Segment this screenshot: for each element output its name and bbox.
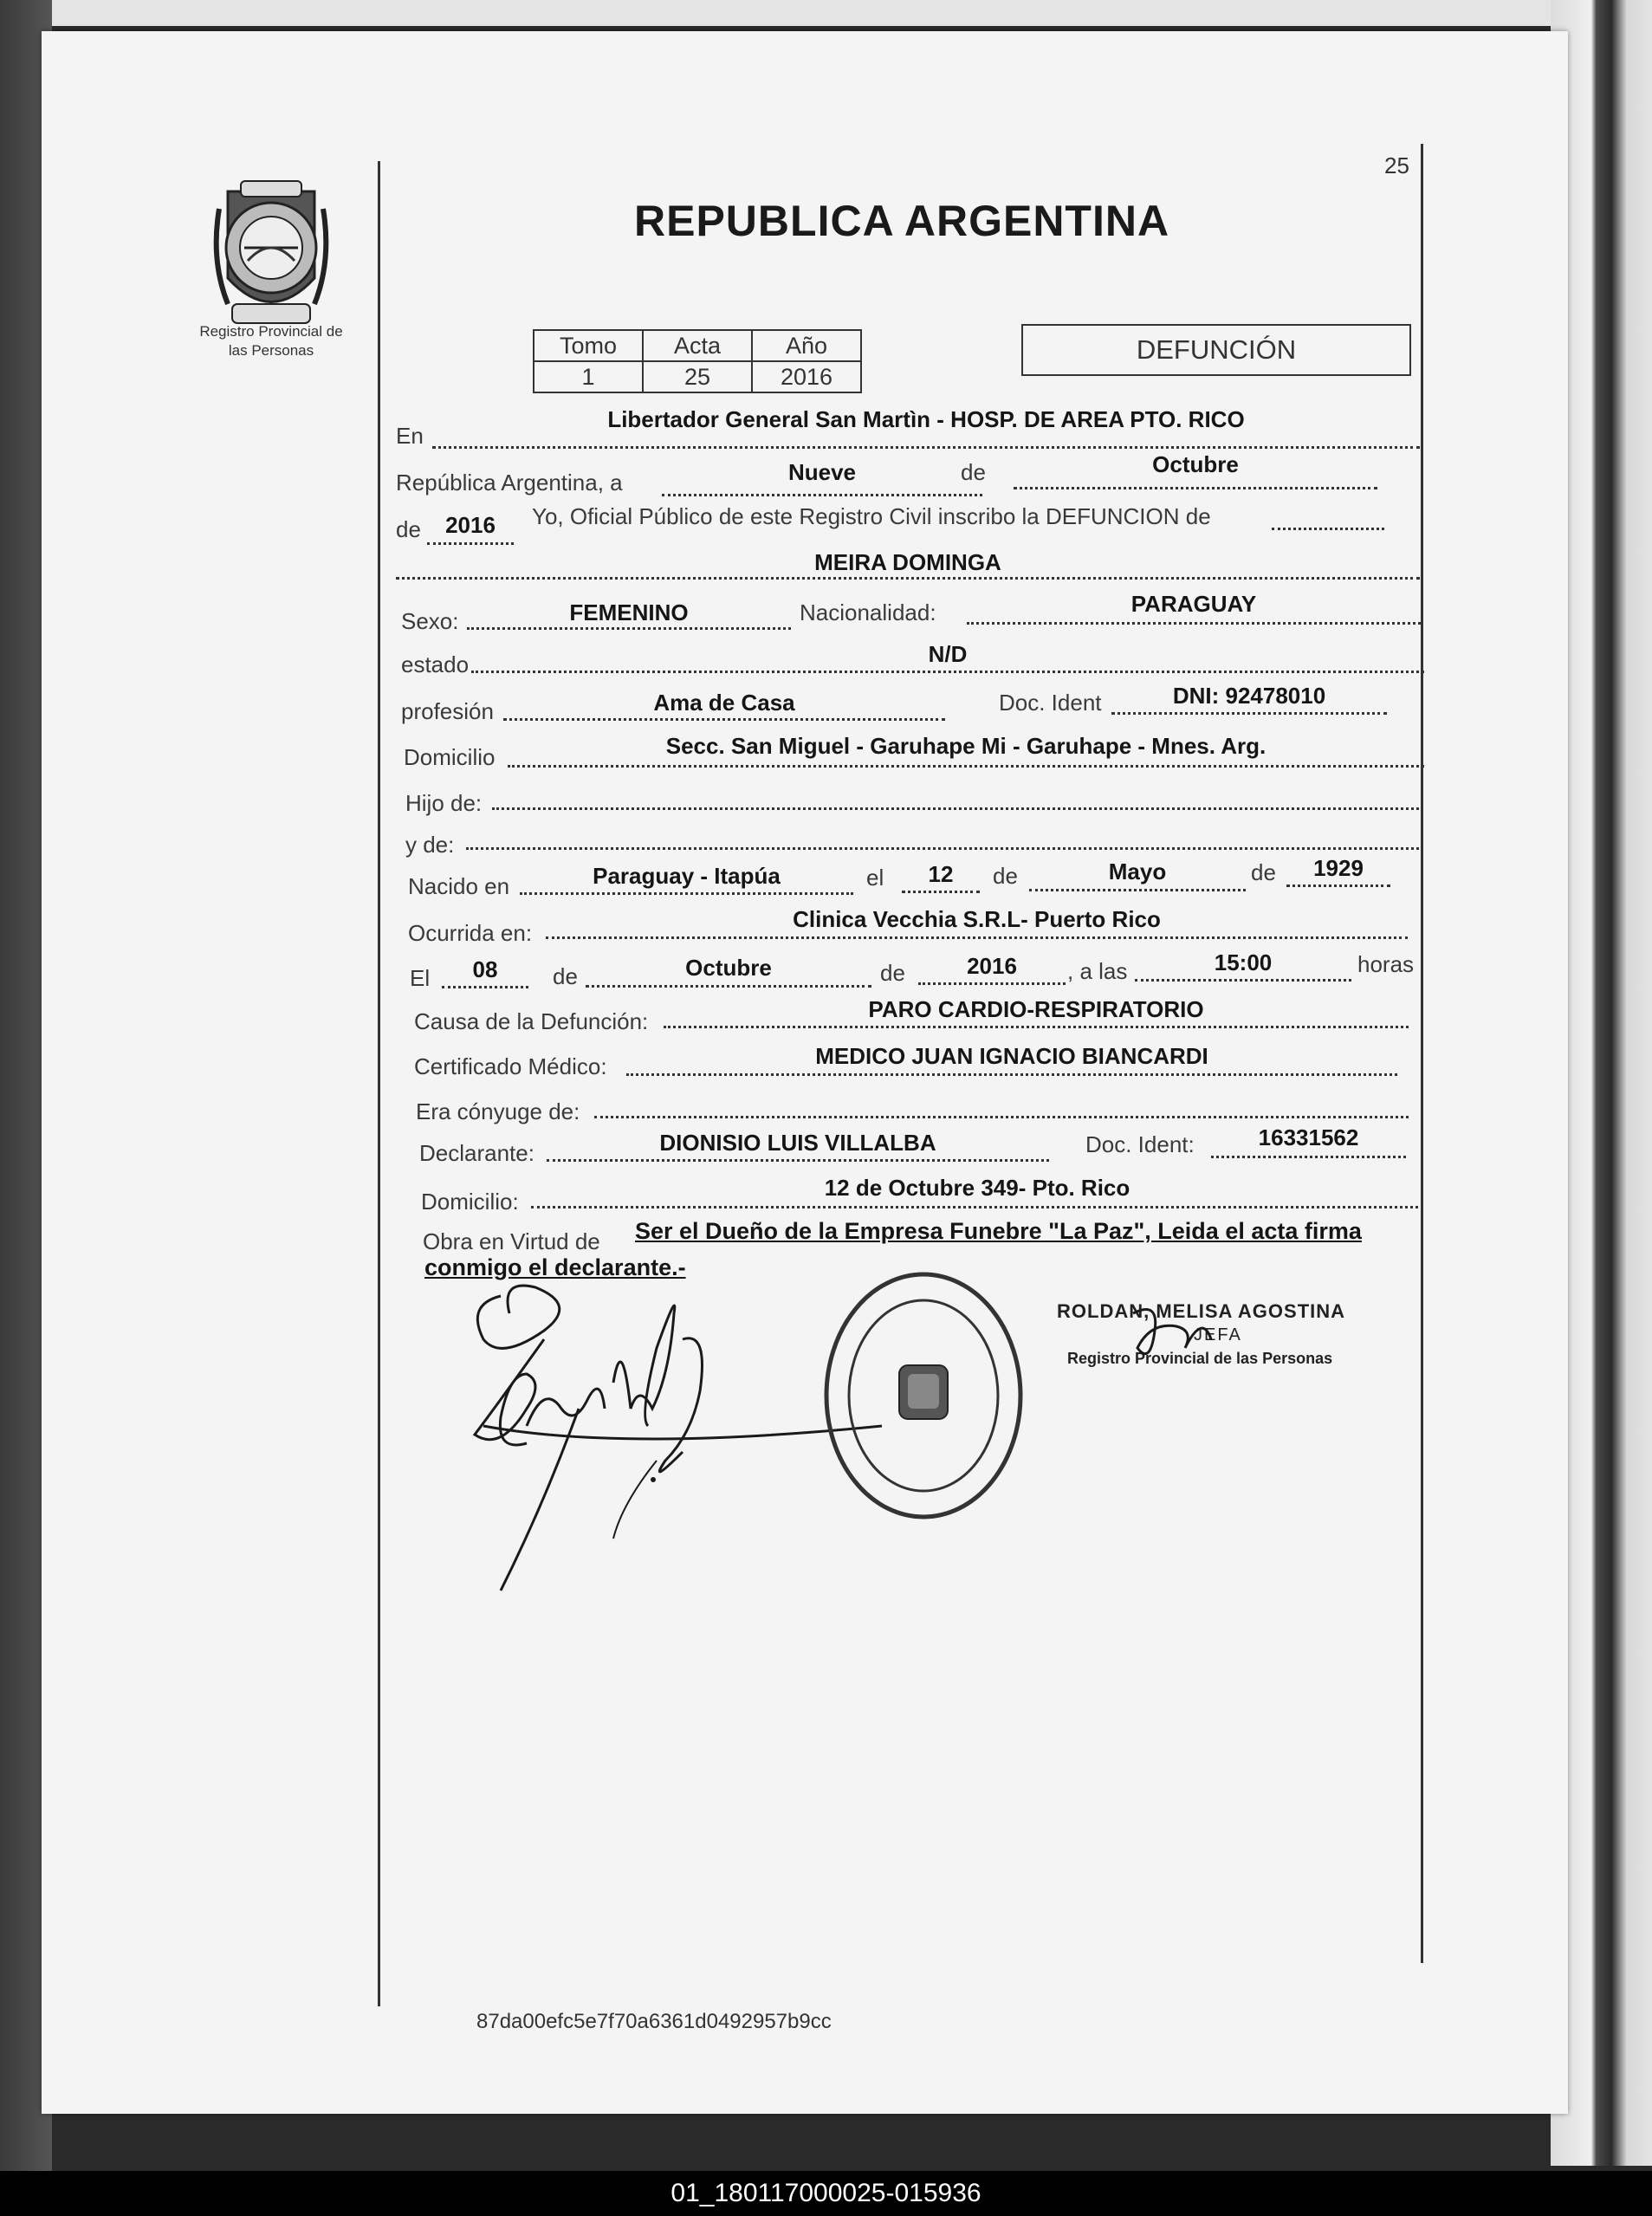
dotted-line (520, 892, 853, 895)
dotted-line (492, 807, 1419, 810)
label-republica: República Argentina, a (396, 470, 623, 496)
tomo-value: 1 (534, 361, 643, 392)
lugar-value: Libertador General San Martìn - HOSP. DE AREA PTO. RICO (607, 406, 1245, 432)
dotted-line (594, 1116, 1409, 1118)
dotted-line (432, 446, 1420, 449)
label-nacionalidad: Nacionalidad: (800, 599, 936, 625)
label-ocurrida-en: Ocurrida en: (408, 920, 533, 946)
label-doc-ident: Doc. Ident (999, 690, 1102, 716)
acta-header: Acta (643, 330, 752, 361)
label-de-4: de (1251, 859, 1276, 885)
mes-value: Octubre (1152, 451, 1239, 477)
dotted-line (467, 627, 791, 630)
dotted-line (503, 718, 945, 721)
dotted-line (626, 1073, 1397, 1076)
logo-caption-line1: Registro Provincial de (199, 323, 343, 340)
official-office: Registro Provincial de las Personas (1067, 1350, 1333, 1367)
estado-value: N/D (928, 641, 968, 667)
dotted-line (396, 577, 1420, 580)
dotted-line (466, 847, 1419, 850)
label-hijo-de: Hijo de: (405, 790, 483, 816)
document-title: REPUBLICA ARGENTINA (634, 197, 1170, 245)
footer-id-bar: 01_180117000025-015936 (0, 2171, 1652, 2216)
anio-value: 2016 (752, 361, 861, 392)
registry-stamp (804, 1261, 1046, 1543)
label-yo-oficial: Yo, Oficial Público de este Registro Civil inscribo la DEFUNCION de (532, 503, 1211, 529)
label-de-3: de (993, 863, 1018, 889)
official-name: ROLDAN, MELISA AGOSTINA (1057, 1300, 1346, 1322)
def-mes-value: Octubre (685, 955, 772, 981)
dotted-line (442, 986, 528, 988)
def-hora-value: 15:00 (1214, 949, 1273, 975)
anio-value: 2016 (445, 512, 496, 538)
label-declarante: Declarante: (419, 1140, 534, 1166)
label-obra-en-virtud: Obra en Virtud de (423, 1228, 600, 1254)
declarante-value: DIONISIO LUIS VILLALBA (659, 1130, 936, 1156)
label-de-5: de (553, 963, 578, 989)
dotted-line (902, 891, 980, 893)
anio-header: Año (752, 330, 861, 361)
dotted-line (967, 622, 1421, 625)
label-domicilio: Domicilio (404, 744, 496, 770)
dotted-line (546, 936, 1408, 939)
official-role: JEFA (1194, 1325, 1242, 1345)
nac-anio-value: 1929 (1313, 855, 1364, 881)
label-de-1: de (961, 459, 986, 485)
dotted-line (531, 1206, 1423, 1208)
obra-value-line2: conmigo el declarante.- (424, 1254, 686, 1280)
sexo-value: FEMENINO (569, 599, 689, 625)
label-sexo: Sexo: (401, 608, 459, 634)
dotted-line (662, 494, 982, 496)
label-el-2: El (410, 965, 431, 991)
dotted-line (1272, 528, 1384, 530)
dotted-line (427, 542, 514, 545)
label-el-1: el (866, 865, 884, 891)
label-y-de: y de: (405, 832, 455, 858)
declarante-domicilio-value: 12 de Octubre 349- Pto. Rico (824, 1175, 1130, 1201)
ocurrida-en-value: Clinica Vecchia S.R.L- Puerto Rico (793, 906, 1161, 932)
label-causa: Causa de la Defunción: (414, 1008, 649, 1034)
nombre-value: MEIRA DOMINGA (814, 549, 1001, 575)
dotted-line (918, 982, 1066, 985)
official-signature (1124, 1296, 1220, 1378)
dotted-line (664, 1026, 1409, 1028)
label-de-2: de (396, 516, 421, 542)
label-conyuge: Era cónyuge de: (416, 1098, 580, 1124)
dotted-line (1014, 487, 1377, 489)
dotted-line (586, 985, 871, 988)
def-anio-value: 2016 (967, 953, 1017, 979)
registry-table (533, 329, 862, 393)
obra-value-line1: Ser el Dueño de la Empresa Funebre "La Paz", Leida el acta firma (635, 1218, 1362, 1244)
profesion-value: Ama de Casa (653, 690, 795, 716)
left-margin-line (378, 161, 380, 2006)
dotted-line (1135, 979, 1351, 982)
dia-letras-value: Nueve (787, 459, 857, 485)
dotted-line (1029, 889, 1246, 891)
doc-ident-value: DNI: 92478010 (1172, 683, 1326, 709)
nacionalidad-value: PARAGUAY (1130, 591, 1257, 617)
document-type-box: DEFUNCIÓN (1021, 324, 1411, 376)
label-horas: horas (1357, 951, 1415, 977)
label-doc-ident-2: Doc. Ident: (1085, 1131, 1195, 1157)
nac-dia-value: 12 (928, 861, 954, 887)
domicilio-value: Secc. San Miguel - Garuhape Mi - Garuhape - Mnes. Arg. (665, 733, 1267, 759)
label-de-6: de (880, 960, 905, 986)
label-en: En (396, 423, 424, 449)
dotted-line (508, 765, 1424, 768)
causa-value: PARO CARDIO-RESPIRATORIO (868, 996, 1204, 1022)
dotted-line (547, 1159, 1049, 1162)
declarante-doc-value: 16331562 (1258, 1124, 1359, 1150)
label-domicilio-2: Domicilio: (421, 1189, 519, 1215)
tomo-header: Tomo (534, 330, 643, 361)
dotted-line (1111, 712, 1387, 715)
label-certificado: Certificado Médico: (414, 1053, 607, 1079)
label-estado: estado (401, 651, 470, 677)
label-a-las: , a las (1067, 958, 1128, 984)
def-dia-value: 08 (472, 956, 498, 982)
dotted-line (1286, 884, 1390, 887)
background-top (0, 0, 1652, 26)
document-hash: 87da00efc5e7f70a6361d0492957b9cc (476, 2010, 832, 2033)
label-nacido-en: Nacido en (408, 873, 510, 899)
nac-mes-value: Mayo (1108, 859, 1167, 884)
province-seal-logo (206, 174, 336, 343)
dotted-line (471, 671, 1424, 673)
acta-value: 25 (643, 361, 752, 392)
page-number: 25 (1384, 152, 1409, 178)
nacido-en-value: Paraguay - Itapúa (593, 863, 781, 889)
certificado-value: MEDICO JUAN IGNACIO BIANCARDI (815, 1043, 1208, 1069)
dotted-line (1211, 1156, 1406, 1158)
certificate-page (42, 31, 1568, 2114)
logo-caption-line2: las Personas (228, 342, 314, 359)
right-margin-line (1421, 144, 1423, 1963)
label-profesion: profesión (401, 698, 494, 724)
